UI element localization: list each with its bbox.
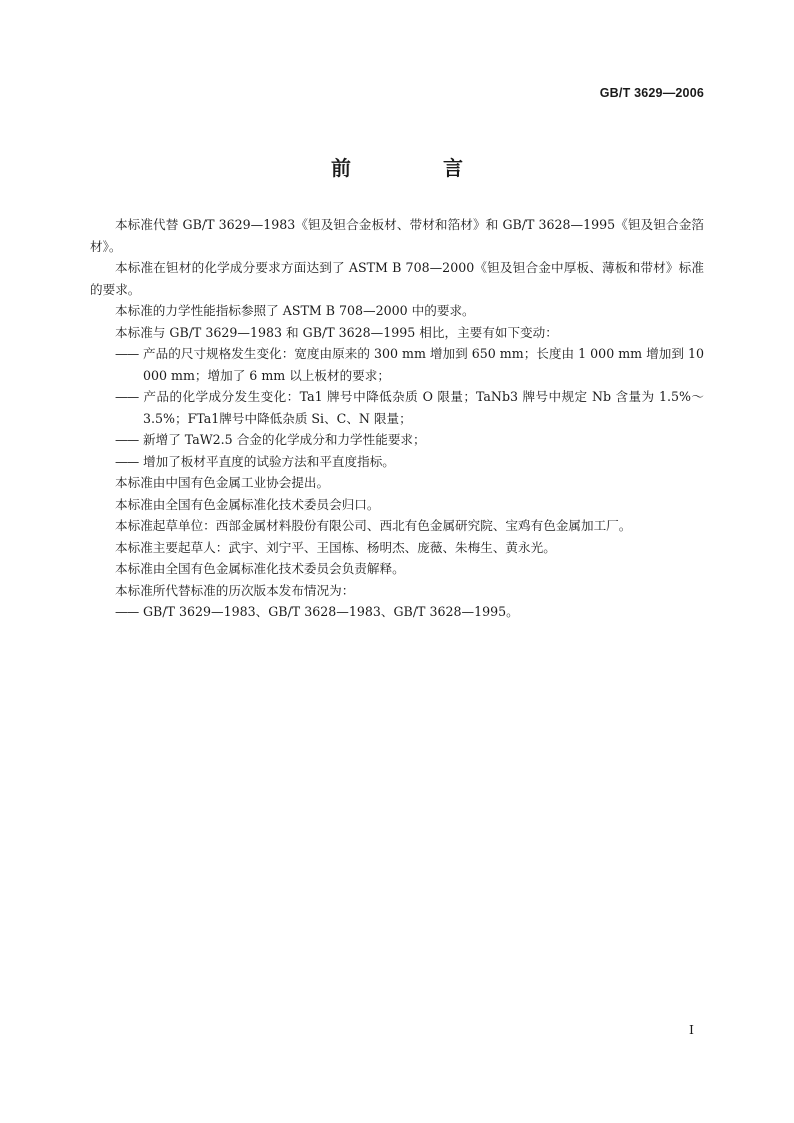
change-text: 产品的尺寸规格发生变化：宽度由原来的 300 mm 增加到 650 mm；长度由 1 000 mm 增加到 10 000 mm；增加了 6 mm 以上板材的要求； [143, 346, 704, 383]
dash-mark: —— [115, 604, 139, 619]
change-item-chemistry [90, 386, 704, 429]
document-body [90, 214, 704, 623]
paragraph-proposer: 本标准由中国有色金属工业协会提出。 [115, 475, 330, 490]
paragraph-administration: 本标准由全国有色金属标准化技术委员会归口。 [115, 496, 380, 512]
dash-mark: —— [115, 346, 139, 361]
change-item-dimensions [90, 343, 704, 386]
paragraph-interpretation: 本标准由全国有色金属标准化技术委员会负责解释。 [115, 561, 405, 576]
dash-mark: —— [115, 432, 139, 447]
paragraph-chemical-requirements: 本标准在钽材的化学成分要求方面达到了 ASTM B 708—2000《钽及钽合金中厚板、薄板和带材》标准的要求。 [90, 260, 704, 297]
dash-mark: —— [115, 453, 139, 469]
paragraph-replaces: 本标准代替 GB/T 3629—1983《钽及钽合金板材、带材和箔材》和 GB/T 3628—1995《钽及钽合金箔材》。 [90, 217, 704, 254]
paragraph-drafting-units: 本标准起草单位：西部金属材料股份有限公司、西北有色金属研究院、宝鸡有色金属加工厂。 [115, 518, 632, 533]
paragraph-history-intro: 本标准所代替标准的历次版本发布情况为： [115, 582, 355, 598]
history-item [90, 601, 704, 623]
history-text: GB/T 3629—1983、GB/T 3628—1983、GB/T 3628—1995。 [143, 604, 519, 619]
change-text: 增加了板材平直度的试验方法和平直度指标。 [143, 453, 395, 469]
paragraph-changes-intro: 本标准与 GB/T 3629—1983 和 GB/T 3628—1995 相比，主要有如下变动： [115, 324, 558, 340]
dash-mark: —— [115, 389, 139, 404]
change-item-taw-alloy [90, 429, 704, 451]
page-number: I [689, 1022, 694, 1037]
change-item-flatness [90, 451, 704, 473]
paragraph-mechanical-properties: 本标准的力学性能指标参照了 ASTM B 708—2000 中的要求。 [115, 303, 475, 318]
change-text: 产品的化学成分发生变化：Ta1 牌号中降低杂质 O 限量；TaNb3 牌号中规定 Nb 含量为 1.5%～3.5%；FTa1牌号中降低杂质 Si、C、N 限量； [143, 389, 704, 426]
change-text: 新增了 TaW2.5 合金的化学成分和力学性能要求； [143, 432, 426, 447]
paragraph-drafters: 本标准主要起草人：武宇、刘宁平、王国栋、杨明杰、庞薇、朱梅生、黄永光。 [115, 539, 556, 555]
page-title: 前 言 [331, 156, 499, 180]
standard-code: GB/T 3629—2006 [599, 86, 704, 100]
